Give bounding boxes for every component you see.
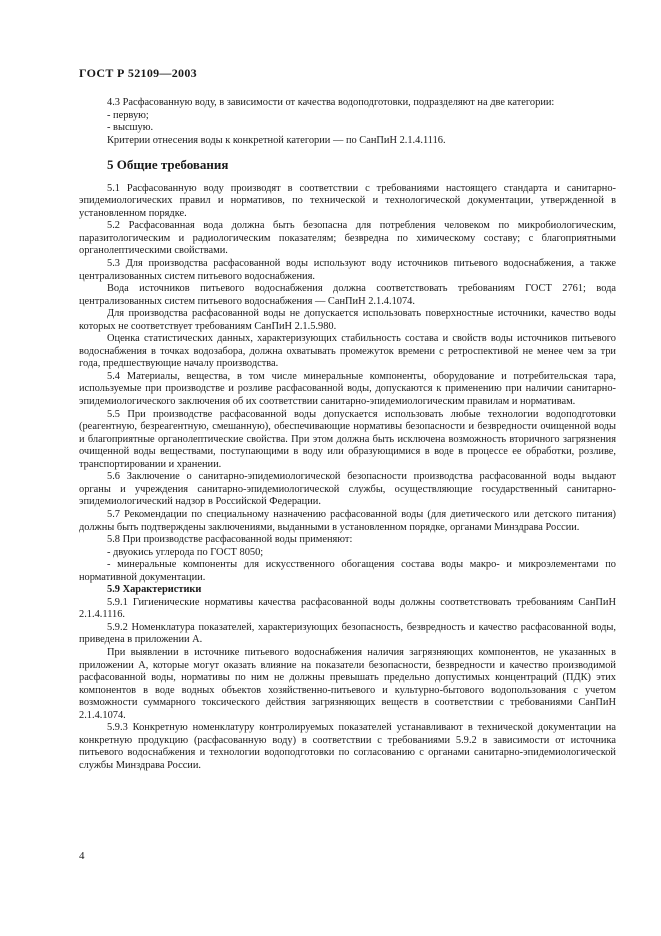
- paragraph: При выявлении в источнике питьевого водоснабжения наличия загрязняющих компонентов, не указанных в приложении А, которые могут оказать влияние на показатели безопасности, безвредности и качество производимой расфасованной воды, нормативы по ним не должны превышать предельно допустимых концентраций (ПДК) этих компонентов в воде водных объектов хозяйственно-питьевого и культурно-бытового водопользования с учетом возможности суммарного токсического действия загрязняющих веществ в соответствии с требованиями СанПиН 2.1.4.1074.: [79, 646, 616, 721]
- paragraph: 5.5 При производстве расфасованной воды допускается использовать любые технологии водоподготовки (реагентную, безреагентную, смешанную), обеспечивающие нормативы безопасности и безвредности очищенной воды и благоприятные органолептические свойства. При этом должна быть исключена возможность вторичного загрязнения очищенной воды веществами, поступающими в воду или образующимися в воде в процессе ее обработки, розливе, транспортировании и хранении.: [79, 408, 616, 470]
- paragraph: Вода источников питьевого водоснабжения должна соответствовать требованиям ГОСТ 2761; вода централизованных систем питьевого водоснабжения — СанПиН 2.1.4.1074.: [79, 283, 616, 307]
- paragraph: 5.2 Расфасованная вода должна быть безопасна для потребления человеком по микробиологическим, паразитологическим и радиологическим показателям; безвредна по химическому составу; с благоприятными органолептическими свойствами.: [79, 220, 616, 257]
- document-header: ГОСТ Р 52109—2003: [79, 66, 197, 80]
- subsection-heading: 5.9 Характеристики: [107, 584, 202, 596]
- page-number: 4: [79, 850, 85, 862]
- paragraph: Для производства расфасованной воды не допускается использовать поверхностные источники, качество воды которых не соответствует требованиям СанПиН 2.1.5.980.: [79, 308, 616, 332]
- paragraph: Критерии отнесения воды к конкретной категории — по СанПиН 2.1.4.1116.: [107, 134, 446, 146]
- paragraph: 5.9.2 Номенклатура показателей, характеризующих безопасность, безвредность и качество расфасованной воды, приведена в приложении А.: [79, 621, 616, 646]
- paragraph: 5.3 Для производства расфасованной воды используют воду источников питьевого водоснабжения, а также централизованных систем питьевого водоснабжения.: [79, 258, 616, 282]
- section-heading: 5 Общие требования: [107, 157, 229, 173]
- paragraph: Оценка статистических данных, характеризующих стабильность состава и свойств воды источников питьевого водоснабжения в точках водозабора, должна охватывать промежуток времени с ретроспективой не менее чем за три года, предшествующие началу производства.: [79, 333, 616, 370]
- paragraph: 5.9.1 Гигиенические нормативы качества расфасованной воды должны соответствовать требованиям СанПиН 2.1.4.1116.: [79, 596, 616, 621]
- paragraph: 5.7 Рекомендации по специальному назначению расфасованной воды (для диетического или детского питания) должны быть подтверждены заключениями, выданными в установленном порядке, органами Минздрава России.: [79, 508, 616, 533]
- paragraph: 5.1 Расфасованную воду производят в соответствии с требованиями настоящего стандарта и санитарно-эпидемиологических правил и нормативов, по технической и технологической документации, утвержденной в установленном порядке.: [79, 182, 616, 219]
- list-item: - высшую.: [107, 122, 154, 134]
- list-item: - первую;: [107, 109, 149, 121]
- list-item: - минеральные компоненты для искусственного обогащения состава воды макро- и микроэлементами по нормативной документации.: [79, 559, 616, 583]
- paragraph: 5.8 При производстве расфасованной воды применяют:: [107, 534, 353, 546]
- paragraph: 4.3 Расфасованную воду, в зависимости от качества водоподготовки, подразделяют на две категории:: [107, 97, 555, 108]
- document-body: [79, 97, 616, 772]
- paragraph: 5.4 Материалы, вещества, в том числе минеральные компоненты, оборудование и потребительская тара, используемые при производстве и розливе расфасованной воды, допускаются к применению при наличии санитарно-эпидемиологического заключения об их соответствии санитарно-эпидемиологическим правилам и нормативам.: [79, 370, 616, 408]
- list-item: - двуокись углерода по ГОСТ 8050;: [107, 546, 264, 558]
- paragraph: 5.9.3 Конкретную номенклатуру контролируемых показателей устанавливают в технической документации на конкретную продукцию (расфасованную воду) в соответствии с требованиями 5.9.2 в зависимости от источника питьевого водоснабжения и технологии водоподготовки по согласованию с органами санитарно-эпидемиологической службы Минздрава России.: [79, 722, 616, 771]
- paragraph: 5.6 Заключение о санитарно-эпидемиологической безопасности производства расфасованной воды выдают органы и учреждения санитарно-эпидемиологической службы, осуществляющие государственный санитарно-эпидемиологический надзор в Российской Федерации.: [79, 471, 616, 508]
